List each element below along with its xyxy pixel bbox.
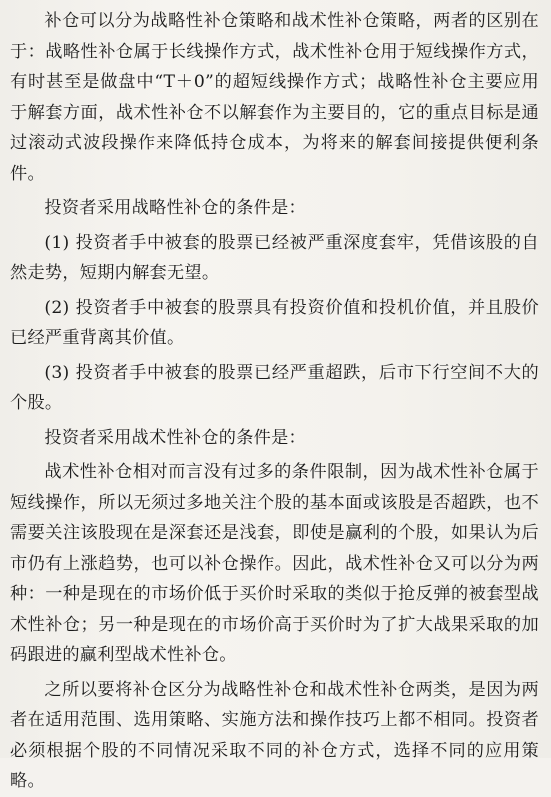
tactical-conditions-paragraph: 战术性补仓相对而言没有过多的条件限制，因为战术性补仓属于短线操作，所以无须过多地关注个股的基本面或该股是否超跌，也不需要关注该股现在是深套还是浅套，即使是赢利的个股，如果认为后市仍有上涨趋势，也可以补仓操作。因此，战术性补仓又可以分为两种：一种是现在的市场价低于买价时采取的类似于抢反弹的被套型战术性补仓；另一种是现在的市场价高于买价时为了扩大战果采取的加码跟进的赢利型战术性补仓。 <box>10 462 539 665</box>
strategic-conditions-heading: 投资者采用战略性补仓的条件是： <box>44 198 306 218</box>
conclusion-paragraph: 之所以要将补仓区分为战略性补仓和战术性补仓两类，是因为两者在适用范围、选用策略、实施方法和操作技巧上都不相同。投资者必须根据个股的不同情况采取不同的补仓方式，选择不同的应用策略。 <box>10 679 539 791</box>
strategic-condition-2: (2) 投资者手中被套的股票具有投资价值和投机价值，并且股价已经严重背离其价值。 <box>10 297 539 348</box>
strategic-condition-3: (3) 投资者手中被套的股票已经严重超跌，后市下行空间不大的个股。 <box>10 362 539 413</box>
intro-paragraph: 补仓可以分为战略性补仓策略和战术性补仓策略，两者的区别在于：战略性补仓属于长线操作方式，战术性补仓用于短线操作方式，有时甚至是做盘中“T＋0”的超短线操作方式；战略性补仓主要应用于解套方面，战术性补仓不以解套作为主要目的，它的重点目标是通过滚动式波段操作来降低持仓成本，为将来的解套间接提供便利条件。 <box>10 11 539 184</box>
strategic-condition-1: (1) 投资者手中被套的股票已经被严重深度套牢，凭借该股的自然走势，短期内解套无望。 <box>10 232 539 283</box>
tactical-conditions-heading: 投资者采用战术性补仓的条件是： <box>44 427 306 448</box>
